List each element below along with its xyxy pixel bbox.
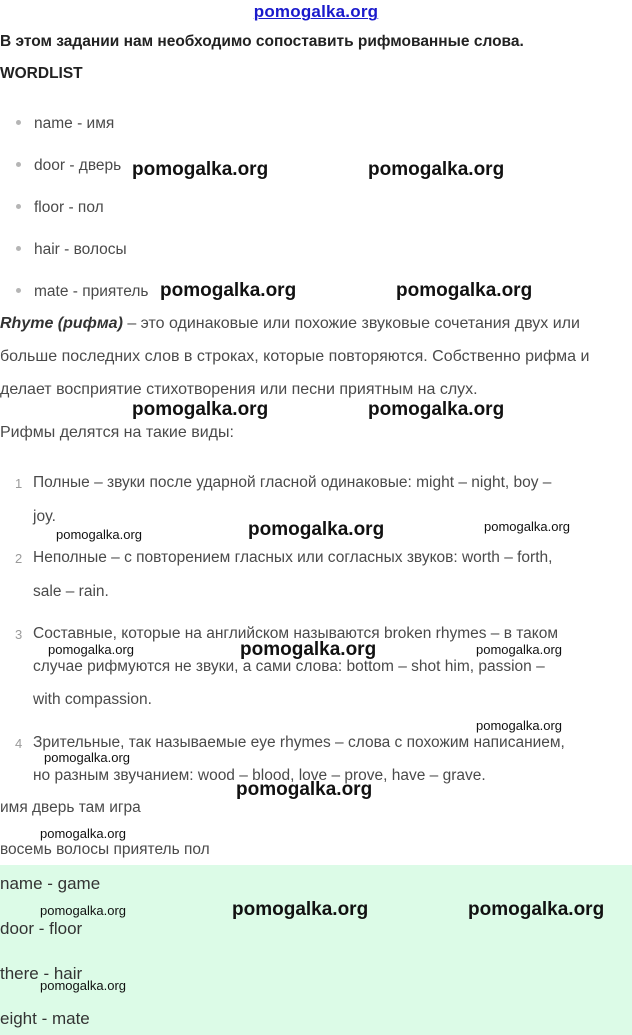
watermark: pomogalka.org	[368, 399, 505, 420]
list-number: 3	[15, 627, 23, 642]
watermark: pomogalka.org	[40, 903, 126, 918]
wordlist-item-text: floor - пол	[34, 199, 104, 216]
watermark: pomogalka.org	[468, 899, 605, 920]
wordlist-heading: WORDLIST	[0, 65, 83, 82]
rhyme-definition-text: – это одинаковые или похожие звуковые сочетания двух или	[122, 315, 580, 332]
watermark: pomogalka.org	[40, 826, 126, 841]
words-row: имя дверь там игра	[0, 799, 141, 816]
bullet-icon	[16, 204, 21, 209]
watermark: pomogalka.org	[248, 519, 385, 540]
kinds-heading: Рифмы делятся на такие виды:	[0, 424, 234, 441]
watermark: pomogalka.org	[396, 280, 533, 301]
kind-line: Составные, которые на английском называются broken rhymes – в таком	[33, 625, 559, 642]
answer-line: there - hair	[0, 964, 83, 983]
rhyme-definition-line	[0, 315, 580, 333]
watermark: pomogalka.org	[232, 899, 369, 920]
watermark: pomogalka.org	[476, 642, 562, 657]
watermark: pomogalka.org	[160, 280, 297, 301]
bullet-icon	[16, 288, 21, 293]
site-header-link[interactable]: pomogalka.org	[253, 2, 379, 21]
watermark: pomogalka.org	[40, 978, 126, 993]
watermark: pomogalka.org	[48, 642, 134, 657]
kind-line: Полные – звуки после ударной гласной одинаковые: might – night, boy –	[33, 474, 552, 491]
watermark: pomogalka.org	[476, 718, 562, 733]
answer-line: door - floor	[0, 919, 83, 938]
kind-line: Зрительные, так называемые eye rhymes – слова с похожим написанием,	[33, 734, 565, 751]
kind-line: случае рифмуются не звуки, а сами слова: bottom – shot him, passion –	[33, 658, 545, 675]
list-number: 2	[15, 551, 23, 566]
bullet-icon	[16, 162, 21, 167]
bullet-icon	[16, 246, 21, 251]
wordlist-item	[0, 199, 104, 217]
watermark: pomogalka.org	[56, 527, 142, 542]
rhyme-term: Rhyme (рифма)	[0, 315, 123, 332]
watermark: pomogalka.org	[240, 639, 377, 660]
wordlist-item-text: name - имя	[34, 115, 115, 132]
rhyme-definition-line: больше последних слов в строках, которые повторяются. Собственно рифма и	[0, 348, 590, 365]
watermark: pomogalka.org	[44, 750, 130, 765]
list-number: 1	[15, 476, 23, 491]
answer-line: name - game	[0, 874, 101, 893]
wordlist-item-text: door - дверь	[34, 157, 122, 174]
kind-line: with compassion.	[33, 691, 152, 708]
kind-line: Неполные – с повторением гласных или согласных звуков: worth – forth,	[33, 549, 553, 566]
watermark: pomogalka.org	[132, 159, 269, 180]
wordlist-item	[0, 115, 114, 133]
wordlist-item-text: mate - приятель	[34, 283, 149, 300]
rhyme-definition-line: делает восприятие стихотворения или песни приятным на слух.	[0, 381, 478, 398]
words-row: восемь волосы приятель пол	[0, 841, 210, 858]
wordlist-item	[0, 283, 148, 301]
watermark: pomogalka.org	[484, 519, 570, 534]
wordlist-item	[0, 241, 127, 259]
bullet-icon	[16, 120, 21, 125]
kind-line: joy.	[33, 508, 56, 525]
watermark: pomogalka.org	[368, 159, 505, 180]
watermark: pomogalka.org	[236, 779, 373, 800]
kind-line: но разным звучанием: wood – blood, love – prove, have – grave.	[33, 767, 486, 784]
watermark: pomogalka.org	[132, 399, 269, 420]
wordlist-item	[0, 157, 121, 175]
intro-text: В этом задании нам необходимо сопоставить рифмованные слова.	[0, 33, 524, 50]
wordlist-item-text: hair - волосы	[34, 241, 127, 258]
list-number: 4	[15, 736, 23, 751]
answer-line: eight - mate	[0, 1009, 90, 1028]
kind-line: sale – rain.	[33, 583, 109, 600]
